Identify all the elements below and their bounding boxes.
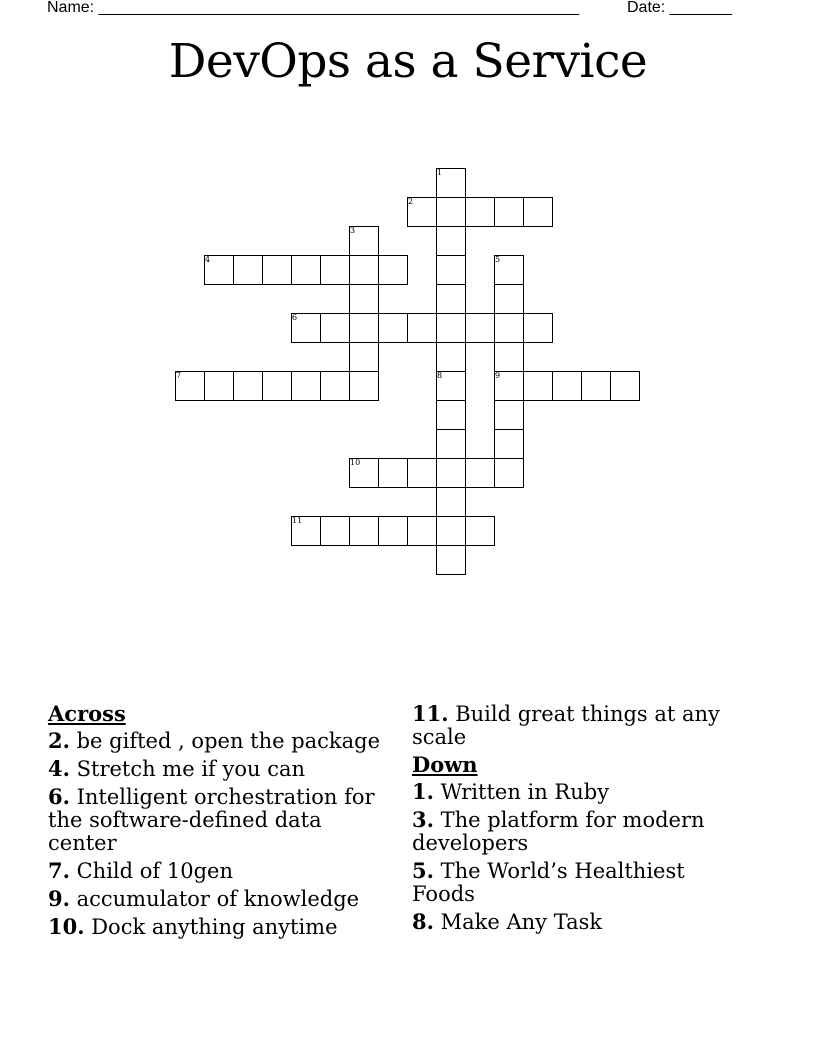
cell-number: 6 [292, 313, 298, 322]
clue-down-3 [412, 808, 742, 855]
grid-cell[interactable] [494, 371, 524, 401]
grid-cell[interactable] [349, 313, 379, 343]
cell-number: 4 [205, 255, 211, 264]
grid-cell[interactable] [436, 255, 466, 285]
grid-cell[interactable] [436, 313, 466, 343]
grid-cell[interactable] [494, 429, 524, 459]
clue-number: 10. [48, 914, 85, 939]
cell-number: 2 [408, 197, 414, 206]
clue-text: Make Any Task [433, 910, 603, 934]
grid-cell[interactable] [349, 371, 379, 401]
grid-cell[interactable] [436, 371, 466, 401]
clue-number: 7. [48, 858, 70, 883]
clue-down-8 [412, 910, 742, 934]
grid-cell[interactable] [349, 284, 379, 314]
cell-number: 9 [495, 371, 501, 380]
across-heading: Across [48, 701, 126, 726]
grid-cell[interactable] [436, 342, 466, 372]
grid-cell[interactable] [523, 197, 553, 227]
clue-text: The World’s Healthiest Foods [412, 859, 685, 906]
grid-cell[interactable] [436, 487, 466, 517]
grid-cell[interactable] [552, 371, 582, 401]
clue-number: 2. [48, 728, 70, 753]
clue-across-11 [412, 702, 742, 749]
grid-cell[interactable] [523, 371, 553, 401]
grid-cell[interactable] [262, 255, 292, 285]
grid-cell[interactable] [320, 371, 350, 401]
name-field-label: Name: ______________________________________________________ [47, 0, 580, 16]
clue-number: 5. [412, 858, 434, 883]
clue-across-4 [48, 757, 388, 781]
grid-cell[interactable] [407, 313, 437, 343]
cell-number: 5 [495, 255, 501, 264]
grid-cell[interactable] [465, 197, 495, 227]
grid-cell[interactable] [291, 255, 321, 285]
grid-cell[interactable] [494, 313, 524, 343]
grid-cell[interactable] [494, 400, 524, 430]
grid-cell[interactable] [320, 313, 350, 343]
clue-across-6 [48, 785, 388, 855]
clues-right-column [412, 702, 742, 938]
grid-cell[interactable] [436, 168, 466, 198]
grid-cell[interactable] [494, 197, 524, 227]
grid-cell[interactable] [494, 255, 524, 285]
clue-text: Written in Ruby [433, 780, 610, 804]
grid-cell[interactable] [436, 429, 466, 459]
grid-cell[interactable] [291, 516, 321, 546]
grid-cell[interactable] [349, 342, 379, 372]
grid-cell[interactable] [494, 284, 524, 314]
grid-cell[interactable] [436, 284, 466, 314]
grid-cell[interactable] [349, 226, 379, 256]
clue-across-2 [48, 729, 388, 753]
grid-cell[interactable] [378, 255, 408, 285]
clue-across-7 [48, 859, 388, 883]
grid-cell[interactable] [465, 516, 495, 546]
grid-cell[interactable] [378, 313, 408, 343]
grid-cell[interactable] [436, 197, 466, 227]
cell-number: 7 [176, 371, 182, 380]
grid-cell[interactable] [494, 458, 524, 488]
clue-number: 1. [412, 779, 434, 804]
grid-cell[interactable] [436, 545, 466, 575]
grid-cell[interactable] [233, 371, 263, 401]
grid-cell[interactable] [378, 458, 408, 488]
clue-text: Intelligent orchestration for the software-defined data center [48, 785, 375, 855]
page-title: DevOps as a Service [168, 34, 648, 89]
cell-number: 1 [437, 168, 443, 177]
grid-cell[interactable] [262, 371, 292, 401]
grid-cell[interactable] [465, 458, 495, 488]
cell-number: 3 [350, 226, 356, 235]
grid-cell[interactable] [436, 516, 466, 546]
date-field-label: Date: _______ [627, 0, 732, 16]
cell-number: 8 [437, 371, 443, 380]
grid-cell[interactable] [465, 313, 495, 343]
grid-cell[interactable] [204, 255, 234, 285]
clue-number: 4. [48, 756, 70, 781]
grid-cell[interactable] [233, 255, 263, 285]
grid-cell[interactable] [407, 197, 437, 227]
grid-cell[interactable] [204, 371, 234, 401]
clue-text: Child of 10gen [69, 859, 233, 883]
clue-text: Build great things at any scale [412, 702, 720, 749]
grid-cell[interactable] [436, 400, 466, 430]
clue-across-10 [48, 915, 388, 939]
clue-text: be gifted , open the package [69, 729, 381, 753]
clue-text: Dock anything anytime [84, 915, 338, 939]
grid-cell[interactable] [378, 516, 408, 546]
grid-cell[interactable] [291, 313, 321, 343]
grid-cell[interactable] [494, 342, 524, 372]
grid-cell[interactable] [610, 371, 640, 401]
grid-cell[interactable] [291, 371, 321, 401]
grid-cell[interactable] [320, 255, 350, 285]
grid-cell[interactable] [436, 226, 466, 256]
grid-cell[interactable] [320, 516, 350, 546]
clue-text: accumulator of knowledge [69, 887, 360, 911]
grid-cell[interactable] [349, 516, 379, 546]
clue-number: 11. [412, 701, 449, 726]
grid-cell[interactable] [407, 458, 437, 488]
grid-cell[interactable] [349, 458, 379, 488]
grid-cell[interactable] [175, 371, 205, 401]
clue-down-5 [412, 859, 742, 906]
clue-number: 8. [412, 909, 434, 934]
clue-number: 6. [48, 784, 70, 809]
grid-cell[interactable] [523, 313, 553, 343]
cell-number: 10 [350, 458, 361, 467]
cell-number: 11 [292, 516, 303, 525]
clue-text: The platform for modern developers [412, 808, 705, 855]
clue-number: 3. [412, 807, 434, 832]
grid-cell[interactable] [407, 516, 437, 546]
grid-cell[interactable] [581, 371, 611, 401]
clue-text: Stretch me if you can [69, 757, 305, 781]
clues-left-column [48, 702, 388, 943]
clue-down-1 [412, 780, 742, 804]
grid-cell[interactable] [349, 255, 379, 285]
clue-across-9 [48, 887, 388, 911]
down-heading: Down [412, 752, 478, 777]
grid-cell[interactable] [436, 458, 466, 488]
clue-number: 9. [48, 886, 70, 911]
